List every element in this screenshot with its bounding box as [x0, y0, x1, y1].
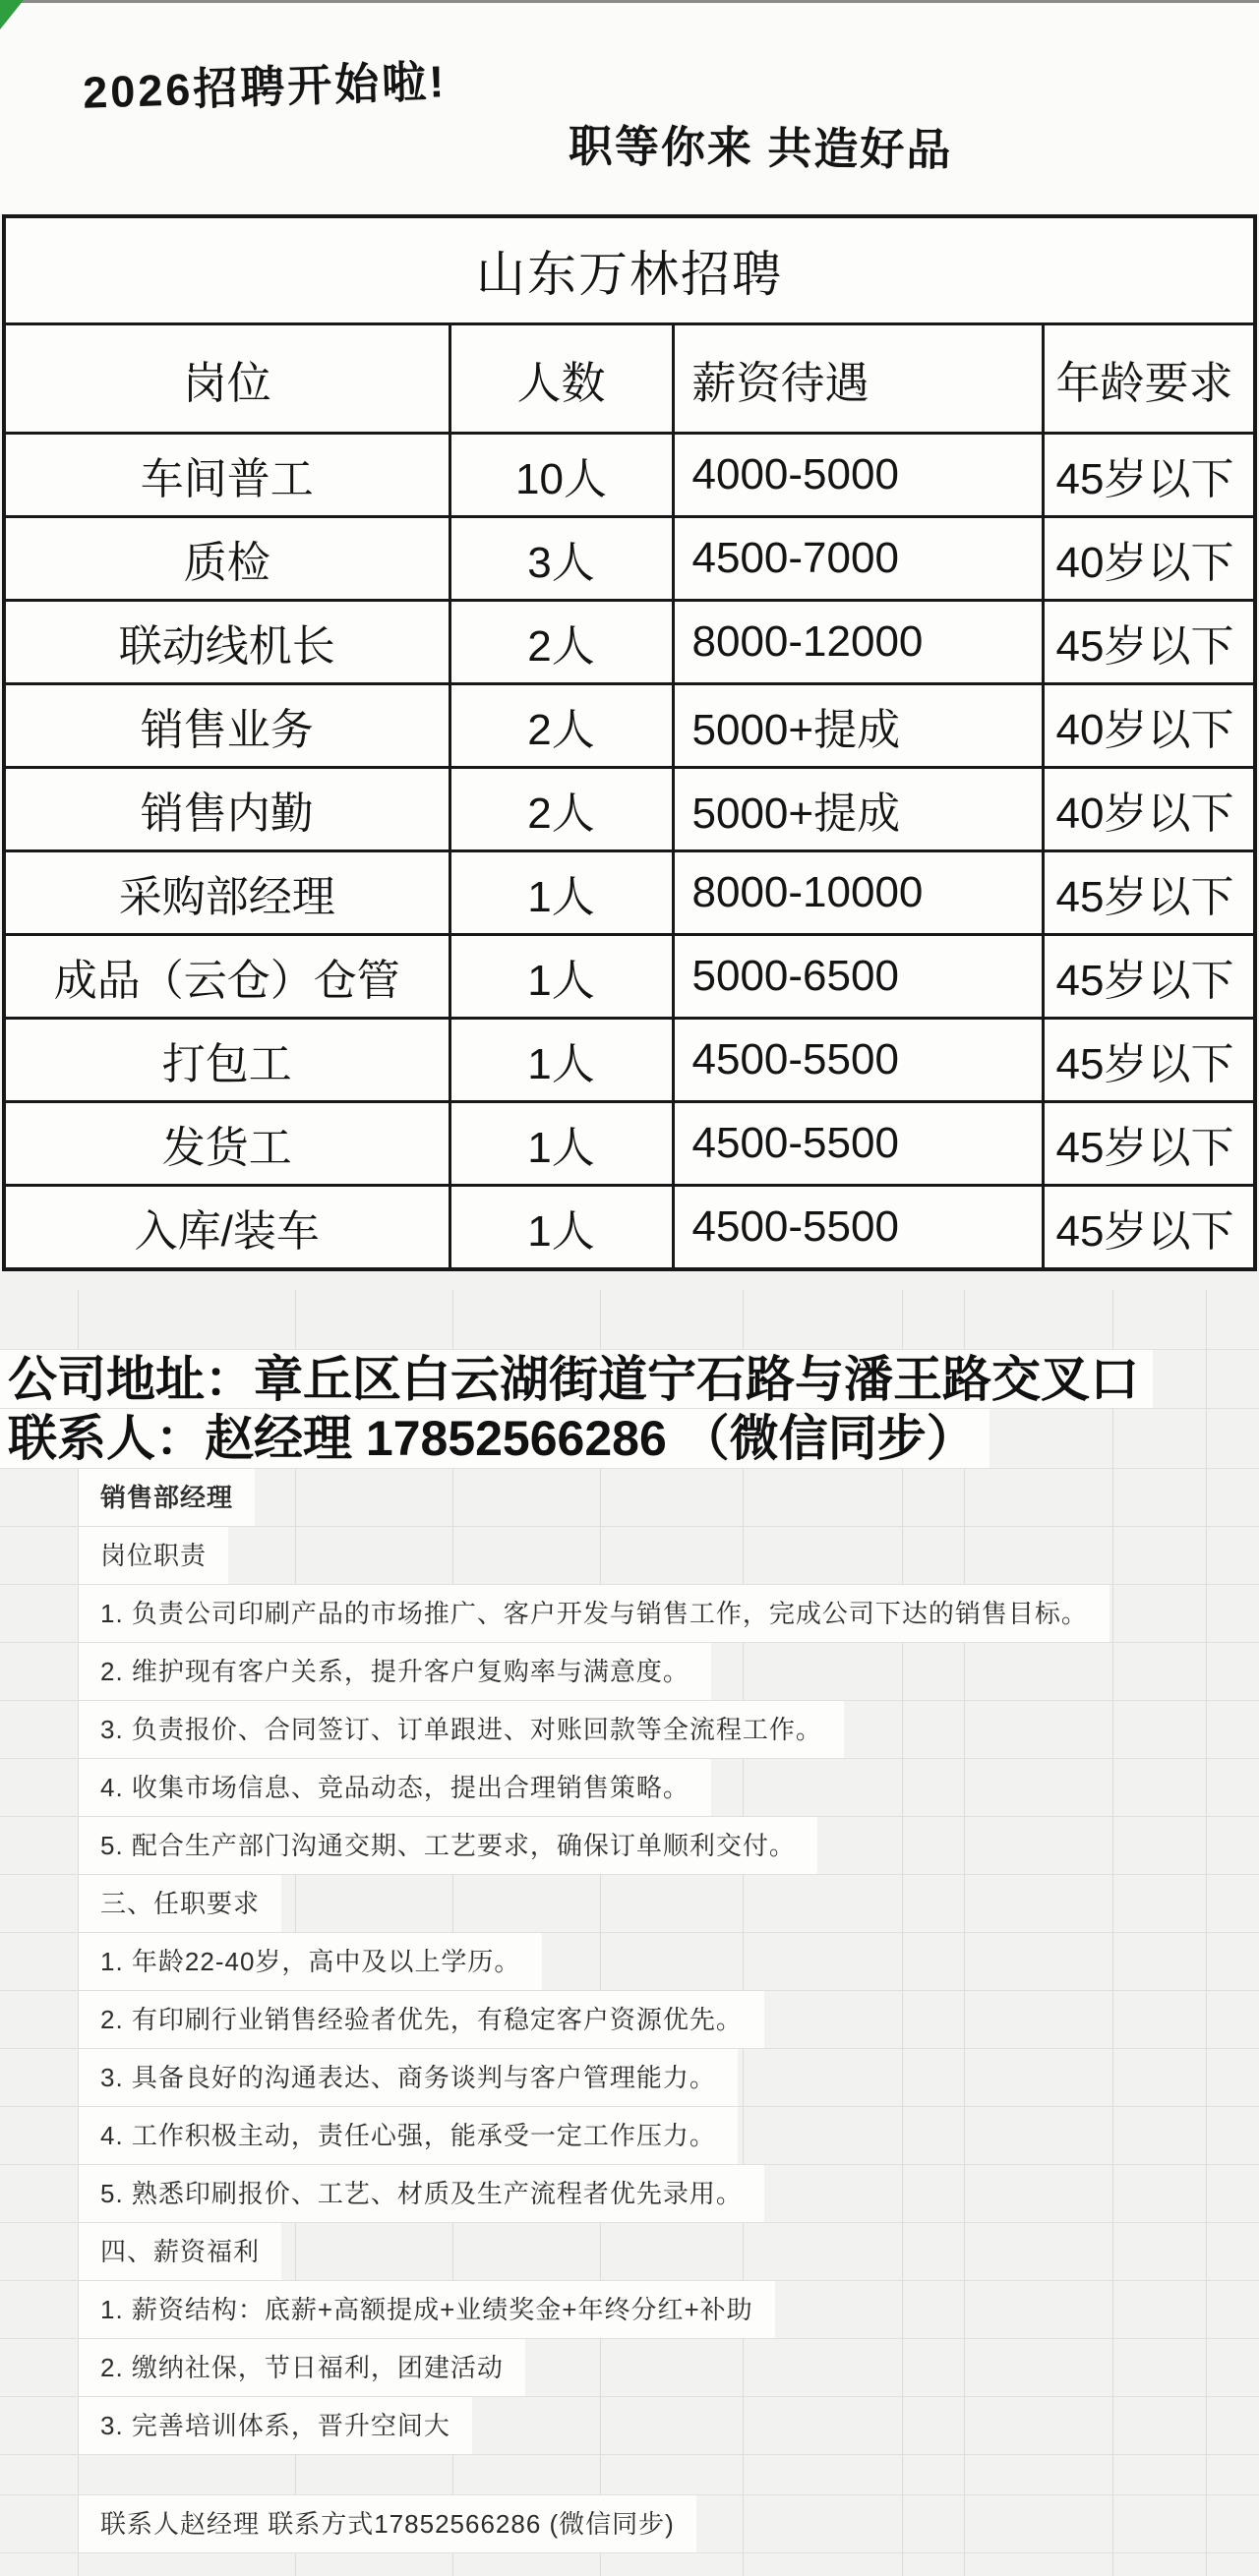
- cell-position: 质检: [4, 517, 450, 601]
- photo-top-edge: [0, 0, 1259, 3]
- cell-position: 打包工: [4, 1019, 450, 1102]
- sheet-row: [0, 2281, 1259, 2339]
- cell-position: 发货工: [4, 1102, 450, 1186]
- sheet-row: [0, 1585, 1259, 1643]
- cell-age: 45岁以下: [1043, 1186, 1255, 1270]
- sheet-cell-text: 销售部经理: [79, 1469, 255, 1526]
- cell-position: 车间普工: [4, 434, 450, 517]
- cell-count: 3人: [450, 517, 673, 601]
- cell-position: 入库/装车: [4, 1186, 450, 1270]
- sheet-cell-text: 3. 完善培训体系，晋升空间大: [79, 2397, 472, 2454]
- sheet-row: [0, 1701, 1259, 1759]
- cell-count: 2人: [450, 768, 673, 851]
- cell-count: 2人: [450, 684, 673, 768]
- cell-position: 销售内勤: [4, 768, 450, 851]
- cell-salary: 5000+提成: [673, 768, 1043, 851]
- cell-count: 2人: [450, 601, 673, 684]
- table-title: 山东万林招聘: [4, 216, 1255, 324]
- cell-age: 45岁以下: [1043, 1019, 1255, 1102]
- cell-salary: 4500-5500: [673, 1186, 1043, 1270]
- sheet-cell-text: 1. 薪资结构：底薪+高额提成+业绩奖金+年终分红+补助: [79, 2281, 775, 2338]
- cell-salary: 4500-5500: [673, 1102, 1043, 1186]
- jobs-table: [2, 214, 1257, 1271]
- hero-title-line2: 职等你来 共造好品: [568, 120, 953, 176]
- sheet-empty-row: [0, 2455, 1259, 2495]
- sheet-cell-text: 岗位职责: [79, 1527, 228, 1584]
- column-header: 岗位: [4, 324, 450, 434]
- sheet-cell-text: 4. 收集市场信息、竞品动态，提出合理销售策略。: [79, 1759, 711, 1816]
- sheet-cell-text: 联系人赵经理 联系方式17852566286 (微信同步): [79, 2495, 696, 2552]
- sheet-cell-text: 1. 年龄22-40岁，高中及以上学历。: [79, 1933, 542, 1990]
- table-row: [4, 935, 1255, 1019]
- sheet-cell-text: 3. 负责报价、合同签订、订单跟进、对账回款等全流程工作。: [79, 1701, 844, 1758]
- cell-age: 45岁以下: [1043, 434, 1255, 517]
- cell-salary: 8000-12000: [673, 601, 1043, 684]
- contact-person-line: 联系人：赵经理 17852566286 （微信同步）: [0, 1409, 989, 1468]
- cell-position: 成品（云仓）仓管: [4, 935, 450, 1019]
- sheet-row: [0, 1759, 1259, 1817]
- cell-count: 1人: [450, 851, 673, 935]
- cell-count: 10人: [450, 434, 673, 517]
- sheet-cell-text: 3. 具备良好的沟通表达、商务谈判与客户管理能力。: [79, 2049, 738, 2106]
- sheet-cell-text: 2. 有印刷行业销售经验者优先，有稳定客户资源优先。: [79, 1991, 764, 2048]
- sheet-row: [0, 1933, 1259, 1991]
- table-row: [4, 851, 1255, 935]
- table-row: [4, 434, 1255, 517]
- table-row: [4, 768, 1255, 851]
- sheet-cell-text: 1. 负责公司印刷产品的市场推广、客户开发与销售工作，完成公司下达的销售目标。: [79, 1585, 1109, 1642]
- sheet-row: [0, 2223, 1259, 2281]
- cell-salary: 4000-5000: [673, 434, 1043, 517]
- table-title-row: [4, 216, 1255, 324]
- cell-salary: 8000-10000: [673, 851, 1043, 935]
- cell-age: 45岁以下: [1043, 935, 1255, 1019]
- sheet-row: [0, 1527, 1259, 1585]
- sheet-cell-text: 5. 熟悉印刷报价、工艺、材质及生产流程者优先录用。: [79, 2165, 764, 2222]
- sheet-row: [0, 1643, 1259, 1701]
- cell-age: 45岁以下: [1043, 851, 1255, 935]
- cell-position: 采购部经理: [4, 851, 450, 935]
- cell-age: 40岁以下: [1043, 684, 1255, 768]
- cell-age: 40岁以下: [1043, 768, 1255, 851]
- cell-count: 1人: [450, 1019, 673, 1102]
- sheet-row: [0, 2165, 1259, 2223]
- cell-salary: 5000-6500: [673, 935, 1043, 1019]
- column-header: 年龄要求: [1043, 324, 1255, 434]
- table-row: [4, 517, 1255, 601]
- sheet-cell-text: 2. 缴纳社保，节日福利，团建活动: [79, 2339, 525, 2396]
- sheet-cell-text: 4. 工作积极主动，责任心强，能承受一定工作压力。: [79, 2107, 738, 2164]
- sheet-row: [0, 1875, 1259, 1933]
- cell-salary: 4500-7000: [673, 517, 1043, 601]
- sheet-row: [0, 1817, 1259, 1875]
- table-row: [4, 684, 1255, 768]
- sheet-cell-text: 5. 配合生产部门沟通交期、工艺要求，确保订单顺利交付。: [79, 1817, 817, 1874]
- sheet-row: [0, 2049, 1259, 2107]
- sheet-row: [0, 2495, 1259, 2553]
- cell-salary: 5000+提成: [673, 684, 1043, 768]
- table-row: [4, 601, 1255, 684]
- cell-salary: 4500-5500: [673, 1019, 1043, 1102]
- sheet-row: [0, 2397, 1259, 2455]
- table-row: [4, 1186, 1255, 1270]
- sheet-row: [0, 2339, 1259, 2397]
- cell-count: 1人: [450, 1186, 673, 1270]
- company-address-line: 公司地址：章丘区白云湖街道宁石路与潘王路交叉口: [0, 1350, 1153, 1408]
- cell-age: 45岁以下: [1043, 1102, 1255, 1186]
- column-header: 薪资待遇: [673, 324, 1043, 434]
- column-header: 人数: [450, 324, 673, 434]
- table-row: [4, 1102, 1255, 1186]
- cell-count: 1人: [450, 1102, 673, 1186]
- sheet-row: [0, 1991, 1259, 2049]
- cell-count: 1人: [450, 935, 673, 1019]
- sheet-cell-text: 四、薪资福利: [79, 2223, 281, 2280]
- folded-corner-icon: [0, 0, 24, 29]
- cell-age: 40岁以下: [1043, 517, 1255, 601]
- job-description-sheet: [0, 1468, 1259, 2553]
- table-row: [4, 1019, 1255, 1102]
- sheet-cell-text: 2. 维护现有客户关系，提升客户复购率与满意度。: [79, 1643, 711, 1700]
- table-header-row: [4, 324, 1255, 434]
- hero-title-line1: 2026招聘开始啦!: [82, 56, 448, 118]
- contact-block: [0, 1349, 1259, 1468]
- cell-position: 销售业务: [4, 684, 450, 768]
- sheet-cell-text: 三、任职要求: [79, 1875, 281, 1932]
- sheet-row: [0, 2107, 1259, 2165]
- sheet-row: [0, 1469, 1259, 1527]
- cell-age: 45岁以下: [1043, 601, 1255, 684]
- cell-position: 联动线机长: [4, 601, 450, 684]
- hero-header: [0, 0, 1259, 214]
